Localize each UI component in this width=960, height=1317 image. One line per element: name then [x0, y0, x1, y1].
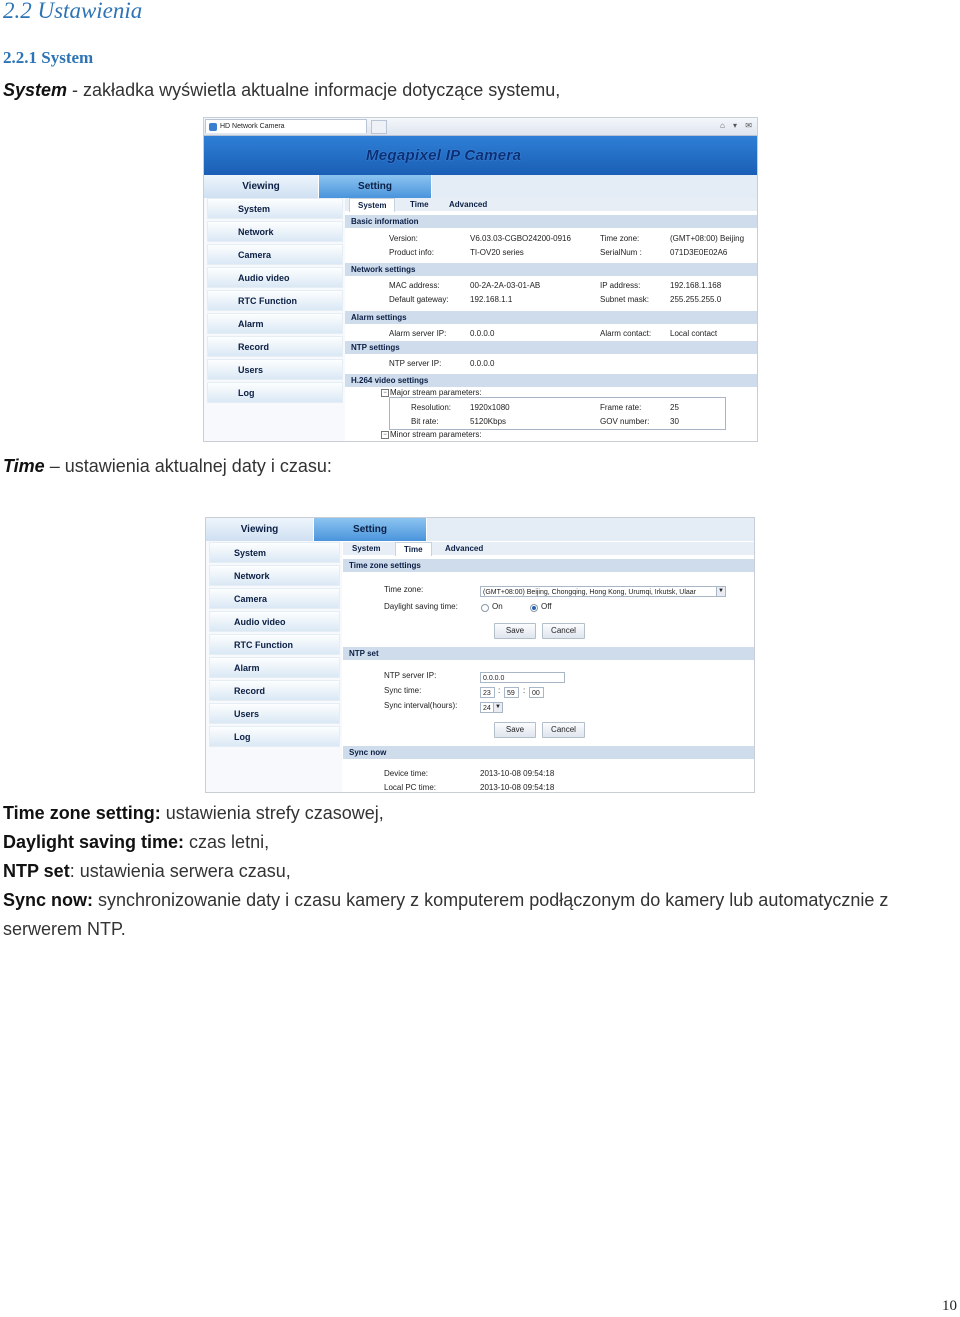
- sidebar-item-record[interactable]: Record: [207, 336, 343, 357]
- sidebar-item-users[interactable]: Users: [209, 703, 340, 724]
- minor-stream-label: Minor stream parameters:: [390, 430, 482, 439]
- section-ntp-set: NTP set: [343, 647, 754, 660]
- gateway-label: Default gateway:: [389, 295, 449, 304]
- sync-hour-input[interactable]: 23: [480, 687, 495, 698]
- daylight-saving-label: Daylight saving time:: [384, 602, 458, 611]
- sync-colon-1: :: [498, 686, 501, 695]
- gateway-value: 192.168.1.1: [470, 295, 513, 304]
- section-heading: 2.2 Ustawienia: [3, 0, 143, 23]
- text-ntp-set: : ustawienia serwera czasu,: [69, 861, 291, 881]
- sync-minute-input[interactable]: 59: [504, 687, 519, 698]
- nav-viewing[interactable]: Viewing: [204, 175, 319, 198]
- term-daylight-saving: Daylight saving time:: [3, 832, 185, 852]
- dst-off-label: Off: [541, 602, 552, 611]
- text-time: – ustawienia aktualnej daty i czasu:: [44, 456, 332, 476]
- sidebar-item-audio-video[interactable]: Audio video: [207, 267, 343, 288]
- sidebar: [204, 198, 345, 441]
- sync-second-input[interactable]: 00: [529, 687, 544, 698]
- dst-on-radio[interactable]: [481, 604, 489, 612]
- device-time-value: 2013-10-08 09:54:18: [480, 769, 555, 778]
- ntp-server-ip-input[interactable]: 0.0.0.0: [480, 672, 565, 683]
- browser-tab[interactable]: [205, 119, 367, 133]
- dst-off-radio[interactable]: [530, 604, 538, 612]
- sync-interval-selected: 24: [483, 705, 491, 712]
- sidebar-item-network[interactable]: Network: [207, 221, 343, 242]
- nav-setting[interactable]: Setting: [319, 175, 432, 198]
- chevron-down-icon: ▼: [716, 587, 725, 596]
- subsection-heading: 2.2.1 System: [3, 48, 94, 67]
- subtab-advanced[interactable]: Advanced: [445, 544, 484, 553]
- sidebar-item-log[interactable]: Log: [207, 382, 343, 403]
- nav-viewing[interactable]: Viewing: [206, 518, 314, 541]
- subtab-system[interactable]: System: [349, 198, 395, 212]
- version-label: Version:: [389, 234, 418, 243]
- collapse-major-icon[interactable]: −: [381, 389, 389, 397]
- sidebar-item-system[interactable]: System: [207, 198, 343, 219]
- new-tab-button[interactable]: [371, 120, 387, 134]
- section-sync-now: Sync now: [343, 746, 754, 759]
- mask-value: 255.255.255.0: [670, 295, 722, 304]
- text-system: - zakładka wyświetla aktualne informacje dotyczące systemu,: [67, 80, 561, 100]
- browser-tab-title: HD Network Camera: [220, 123, 285, 130]
- serial-value: 071D3E0E02A6: [670, 248, 728, 257]
- section-basic-information: Basic information: [345, 215, 757, 228]
- device-time-label: Device time:: [384, 769, 429, 778]
- camera-favicon-icon: [209, 123, 217, 131]
- section-alarm-settings: Alarm settings: [345, 311, 757, 324]
- gov-value: 30: [670, 417, 679, 426]
- ip-label: IP address:: [600, 281, 641, 290]
- definition-time-zone: [3, 803, 384, 824]
- subtab-time[interactable]: Time: [395, 542, 432, 556]
- sidebar-item-audio-video[interactable]: Audio video: [209, 611, 340, 632]
- text-time-zone: ustawienia strefy czasowej,: [160, 803, 384, 823]
- camera-banner: [204, 136, 757, 175]
- subtabs: [345, 198, 757, 211]
- local-pc-time-value: 2013-10-08 09:54:18: [480, 783, 555, 792]
- sidebar-item-alarm[interactable]: Alarm: [209, 657, 340, 678]
- term-time: Time: [3, 456, 45, 476]
- timezone-label: Time zone:: [600, 234, 640, 243]
- ntp-cancel-button[interactable]: Cancel: [542, 722, 585, 738]
- framerate-label: Frame rate:: [600, 403, 642, 412]
- mac-label: MAC address:: [389, 281, 440, 290]
- sidebar-item-network[interactable]: Network: [209, 565, 340, 586]
- top-nav: [206, 518, 754, 541]
- ntp-save-button[interactable]: Save: [494, 722, 536, 738]
- sidebar-item-rtc-function[interactable]: RTC Function: [209, 634, 340, 655]
- gov-label: GOV number:: [600, 417, 650, 426]
- definition-daylight-saving: [3, 832, 269, 853]
- sync-time-label: Sync time:: [384, 686, 422, 695]
- serial-label: SerialNum :: [600, 248, 642, 257]
- banner-title: Megapixel IP Camera: [366, 147, 522, 164]
- sidebar-item-log[interactable]: Log: [209, 726, 340, 747]
- text-daylight-saving: czas letni,: [184, 832, 270, 852]
- sidebar-item-record[interactable]: Record: [209, 680, 340, 701]
- dst-on-label: On: [492, 602, 503, 611]
- mask-label: Subnet mask:: [600, 295, 649, 304]
- browser-bar: [204, 118, 757, 136]
- time-zone-label: Time zone:: [384, 585, 424, 594]
- chevron-down-icon: ▼: [493, 703, 502, 712]
- resolution-value: 1920x1080: [470, 403, 510, 412]
- sync-interval-select[interactable]: [480, 702, 503, 713]
- tz-cancel-button[interactable]: Cancel: [542, 623, 585, 639]
- bitrate-label: Bit rate:: [411, 417, 439, 426]
- sidebar-item-alarm[interactable]: Alarm: [207, 313, 343, 334]
- screenshot-time-tab: [205, 517, 755, 793]
- term-time-zone: Time zone setting:: [3, 803, 161, 823]
- sidebar-item-users[interactable]: Users: [207, 359, 343, 380]
- sidebar: [206, 541, 342, 792]
- sync-colon-2: :: [523, 686, 526, 695]
- alarm-server-label: Alarm server IP:: [389, 329, 447, 338]
- section-network-settings: Network settings: [345, 263, 757, 276]
- framerate-value: 25: [670, 403, 679, 412]
- paragraph-system: [3, 80, 560, 101]
- paragraph-time: [3, 456, 332, 477]
- time-content: [343, 541, 754, 792]
- local-pc-time-label: Local PC time:: [384, 783, 437, 792]
- ntp-server-label: NTP server IP:: [389, 359, 442, 368]
- sidebar-item-camera[interactable]: Camera: [209, 588, 340, 609]
- system-content: [345, 198, 757, 441]
- term-sync-now: Sync now:: [3, 890, 94, 910]
- section-h264-video-settings: H.264 video settings: [345, 374, 757, 387]
- ntp-server-value: 0.0.0.0: [470, 359, 495, 368]
- text-sync-now: synchronizowanie daty i czasu kamery z komputerem podłączonym do kamery lub automatycznie z: [93, 890, 889, 910]
- subtab-advanced[interactable]: Advanced: [449, 200, 488, 209]
- browser-toolbar-icons[interactable]: ⌂ ▾ ✉: [720, 121, 755, 130]
- alarm-server-value: 0.0.0.0: [470, 329, 495, 338]
- subtab-system[interactable]: System: [352, 544, 381, 553]
- nav-setting[interactable]: Setting: [314, 518, 427, 541]
- resolution-label: Resolution:: [411, 403, 452, 412]
- tz-save-button[interactable]: Save: [494, 623, 536, 639]
- top-nav: [204, 175, 757, 198]
- time-zone-selected: (GMT+08:00) Beijing, Chongqing, Hong Kong, Urumqi, Irkutsk, Ulaar: [483, 589, 697, 596]
- version-value: V6.03.03-CGBO24200-0916: [470, 234, 571, 243]
- bitrate-value: 5120Kbps: [470, 417, 507, 426]
- major-stream-label: Major stream parameters:: [390, 388, 482, 397]
- subtab-time[interactable]: Time: [410, 200, 429, 209]
- page-number: 10: [942, 1298, 957, 1314]
- sidebar-item-system[interactable]: System: [209, 542, 340, 563]
- definition-ntp-set: [3, 861, 291, 882]
- sync-interval-label: Sync interval(hours):: [384, 701, 458, 710]
- sidebar-item-camera[interactable]: Camera: [207, 244, 343, 265]
- alarm-contact-value: Local contact: [670, 329, 718, 338]
- term-system: System: [3, 80, 68, 100]
- ntp-server-ip-label: NTP server IP:: [384, 671, 437, 680]
- term-ntp-set: NTP set: [3, 861, 70, 881]
- subtabs: [343, 542, 754, 555]
- product-value: TI-OV20 series: [470, 248, 524, 257]
- alarm-contact-label: Alarm contact:: [600, 329, 652, 338]
- section-time-zone-settings: Time zone settings: [343, 559, 754, 572]
- ip-value: 192.168.1.168: [670, 281, 722, 290]
- sidebar-item-rtc-function[interactable]: RTC Function: [207, 290, 343, 311]
- time-zone-select[interactable]: [480, 586, 726, 597]
- screenshot-system-tab: [203, 117, 758, 442]
- mac-value: 00-2A-2A-03-01-AB: [470, 281, 541, 290]
- definition-sync-now: [3, 890, 888, 911]
- section-ntp-settings: NTP settings: [345, 341, 757, 354]
- timezone-value: (GMT+08:00) Beijing: [670, 234, 745, 243]
- definition-sync-now-cont: serwerem NTP.: [3, 919, 126, 939]
- collapse-minor-icon[interactable]: −: [381, 431, 389, 439]
- product-label: Product info:: [389, 248, 434, 257]
